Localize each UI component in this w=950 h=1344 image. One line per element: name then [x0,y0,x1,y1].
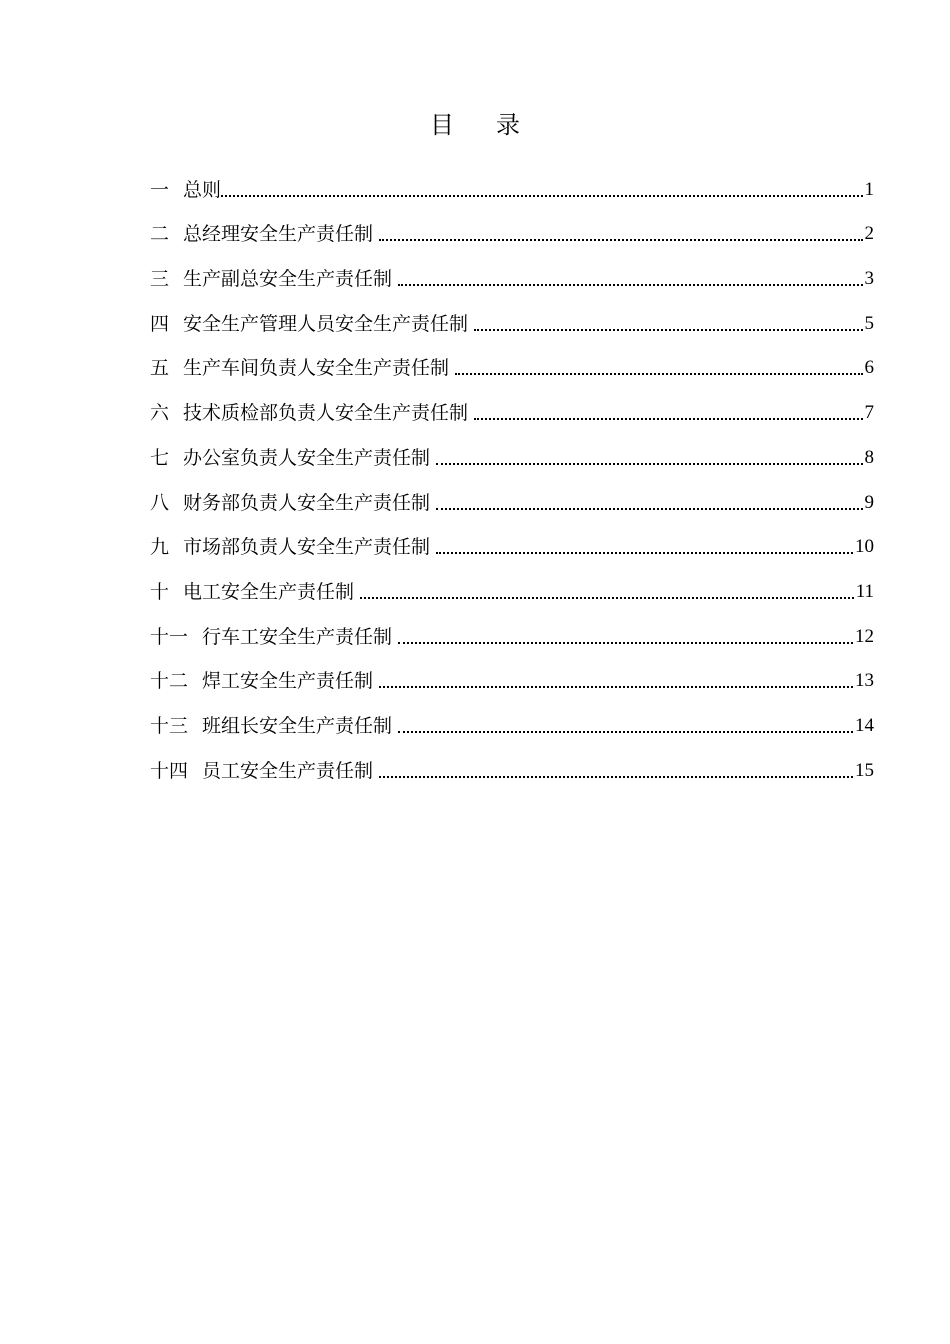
toc-entry-number: 十四 [150,759,189,782]
toc-entry-title: 安全生产管理人员安全生产责任制 [183,312,469,335]
toc-entry-number: 二 [150,223,170,246]
page-title [0,108,950,142]
toc-entry-number: 七 [150,446,170,469]
toc-dot-leader [474,418,862,420]
toc-dot-leader [436,552,853,554]
toc-dot-leader [379,239,862,241]
toc-dot-leader [221,195,862,197]
toc-entry-page: 5 [864,312,874,334]
toc-dot-leader [379,686,853,688]
toc-entry-page: 3 [864,268,874,290]
toc-entry-number: 六 [150,402,170,425]
toc-dot-leader [474,329,862,331]
toc-entry-title: 办公室负责人安全生产责任制 [183,446,431,469]
toc-entry-8[interactable] [150,471,874,516]
toc-entry-5[interactable] [150,337,874,382]
title-char-2: 录 [496,111,520,139]
toc-entry-page: 2 [864,223,874,245]
toc-entry-4[interactable] [150,292,874,337]
toc-entry-page: 12 [855,625,874,647]
toc-entry-title: 市场部负责人安全生产责任制 [183,536,431,559]
toc-entry-10[interactable] [150,560,874,605]
toc-dot-leader [436,508,862,510]
toc-entry-page: 8 [864,446,874,468]
toc-entry-6[interactable] [150,381,874,426]
toc-entry-title: 总经理安全生产责任制 [183,223,374,246]
toc-entry-page: 14 [855,714,874,736]
toc-entry-page: 10 [855,536,874,558]
toc-entry-page: 13 [855,670,874,692]
toc-entry-title: 财务部负责人安全生产责任制 [183,491,431,514]
toc-entry-title: 员工安全生产责任制 [202,759,374,782]
toc-entry-title: 行车工安全生产责任制 [202,625,393,648]
toc-entry-7[interactable] [150,426,874,471]
toc-entry-3[interactable] [150,247,874,292]
toc-entry-number: 三 [150,268,170,291]
toc-entry-12[interactable] [150,650,874,695]
toc-entry-13[interactable] [150,694,874,739]
toc-entry-number: 十二 [150,670,189,693]
toc-dot-leader [398,284,862,286]
toc-entry-title: 电工安全生产责任制 [183,580,355,603]
toc-entry-title: 技术质检部负责人安全生产责任制 [183,402,469,425]
toc-dot-leader [379,776,853,778]
table-of-contents [150,158,874,784]
toc-entry-number: 十 [150,580,170,603]
toc-entry-page: 6 [864,357,874,379]
toc-entry-number: 一 [150,178,170,201]
toc-entry-number: 九 [150,536,170,559]
toc-entry-11[interactable] [150,605,874,650]
toc-entry-number: 四 [150,312,170,335]
toc-dot-leader [398,642,853,644]
toc-entry-page: 11 [855,580,874,602]
toc-entry-title: 生产车间负责人安全生产责任制 [183,357,450,380]
toc-entry-title: 总则 [183,178,222,201]
toc-entry-title: 焊工安全生产责任制 [202,670,374,693]
toc-dot-leader [360,597,854,599]
toc-entry-title: 班组长安全生产责任制 [202,714,393,737]
toc-entry-number: 十三 [150,714,189,737]
toc-entry-1[interactable] [150,158,874,203]
toc-entry-page: 15 [855,759,874,781]
toc-entry-number: 十一 [150,625,189,648]
toc-dot-leader [398,731,853,733]
title-char-1: 目 [430,111,454,139]
toc-entry-number: 五 [150,357,170,380]
toc-entry-page: 9 [864,491,874,513]
toc-dot-leader [455,373,862,375]
toc-entry-2[interactable] [150,203,874,248]
toc-entry-number: 八 [150,491,170,514]
toc-entry-page: 7 [864,402,874,424]
toc-entry-title: 生产副总安全生产责任制 [183,268,393,291]
toc-dot-leader [436,463,862,465]
toc-entry-9[interactable] [150,516,874,561]
toc-entry-page: 1 [864,178,874,200]
toc-entry-14[interactable] [150,739,874,784]
